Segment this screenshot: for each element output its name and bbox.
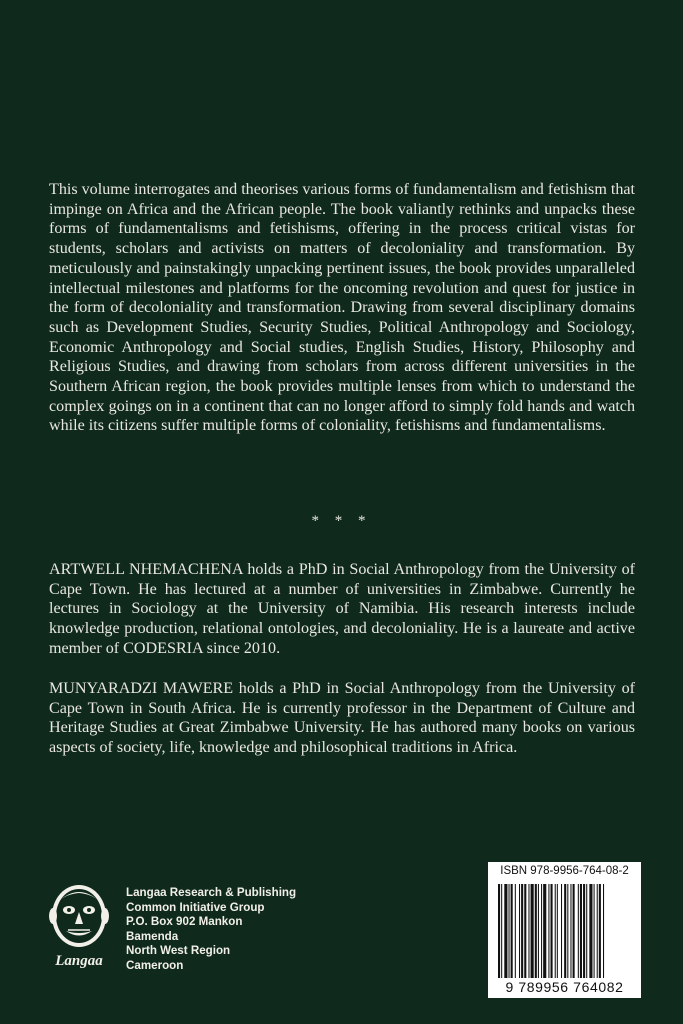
barcode-bar <box>531 884 534 978</box>
publisher-country: Cameroon <box>126 958 184 972</box>
barcode-bar <box>561 884 562 978</box>
mask-logo-icon <box>44 876 114 972</box>
section-separator: * * * <box>311 513 372 529</box>
barcode-bar <box>543 884 546 978</box>
barcode-bar <box>603 884 604 978</box>
author-bio-nhemachena: ARTWELL NHEMACHENA holds a PhD in Social Anthropology from the University of Cape Town. He has lectured at a number of universities in Zimbabwe. Currently he lectures in Sociology at the University of Namibia. His research interests include knowledge production, relational ontologies, and decoloniality. He is a laureate and active member of CODESRIA since 2010. <box>49 561 635 657</box>
barcode-bar <box>519 884 520 978</box>
barcode-bar <box>501 884 502 978</box>
publisher-city: Bamenda <box>126 929 179 943</box>
barcode-bar <box>589 884 592 978</box>
barcode-bar <box>586 884 587 978</box>
barcode-bar <box>599 884 601 978</box>
barcode-bar <box>570 884 571 978</box>
barcode-bar <box>509 884 510 978</box>
barcode-bar <box>538 884 539 978</box>
barcode-digits: 9 789956 764082 <box>505 979 624 995</box>
barcode-bar <box>515 884 516 978</box>
publisher-po-box: P.O. Box 902 Mankon <box>126 915 243 929</box>
isbn-number: ISBN 978-9956-764-08-2 <box>500 865 629 877</box>
barcode-bar <box>528 884 529 978</box>
publisher-address <box>126 886 296 974</box>
isbn-barcode <box>488 862 641 998</box>
barcode-bar <box>573 884 575 978</box>
publisher-group: Common Initiative Group <box>126 900 265 914</box>
barcode-bar <box>535 884 537 978</box>
barcode-bar <box>504 884 507 978</box>
publisher-region: North West Region <box>126 944 231 958</box>
barcode-bar <box>564 884 566 978</box>
barcode-bars <box>496 884 633 980</box>
barcode-bar <box>555 884 556 978</box>
barcode-bar <box>511 884 513 978</box>
barcode-bar <box>524 884 526 978</box>
barcode-bar <box>541 884 542 978</box>
barcode-bar <box>557 884 558 978</box>
barcode-bar <box>597 884 598 978</box>
langaa-logo <box>44 876 114 972</box>
barcode-bar <box>594 884 595 978</box>
logo-wordmark: Langaa <box>55 953 103 969</box>
barcode-bar <box>548 884 549 978</box>
barcode-bar <box>567 884 568 978</box>
barcode-bar <box>498 884 500 978</box>
barcode-bar <box>583 884 585 978</box>
barcode-bar <box>580 884 582 978</box>
publisher-name: Langaa Research & Publishing <box>126 886 297 899</box>
book-description: This volume interrogates and theorises various forms of fundamentalism and fetishism that impinge on Africa and the African people. The book valiantly rethinks and unpacks these forms of fundamentalisms and fetishisms, offering in the process critical vistas for students, scholars and activists on matters of decoloniality and transformation. By meticulously and painstakingly unpacking pertinent issues, the book provides unparalleled intellectual milestones and platforms for the oncoming revolution and quest for justice in the form of decoloniality and transformation. Drawing from several disciplinary domains such as Development Studies, Security Studies, Political Anthropology and Sociology, Economic Anthropology and Social studies, English Studies, History, Philosophy and Religious Studies, and drawing from scholars from across different universities in the Southern African region, the book provides multiple lenses from which to understand the complex goings on in a continent that can no longer afford to simply fold hands and watch while its citizens suffer multiple forms of coloniality, fetishisms and fundamentalisms. <box>49 181 635 435</box>
barcode-bar <box>578 884 579 978</box>
author-bio-mawere: MUNYARADZI MAWERE holds a PhD in Social Anthropology from the University of Cape Town in South Africa. He is currently professor in the Department of Culture and Heritage Studies at Great Zimbabwe University. He has authored many books on various aspects of society, life, knowledge and philosophical traditions in Africa. <box>49 680 635 757</box>
barcode-bar <box>521 884 523 978</box>
barcode-bar <box>551 884 553 978</box>
